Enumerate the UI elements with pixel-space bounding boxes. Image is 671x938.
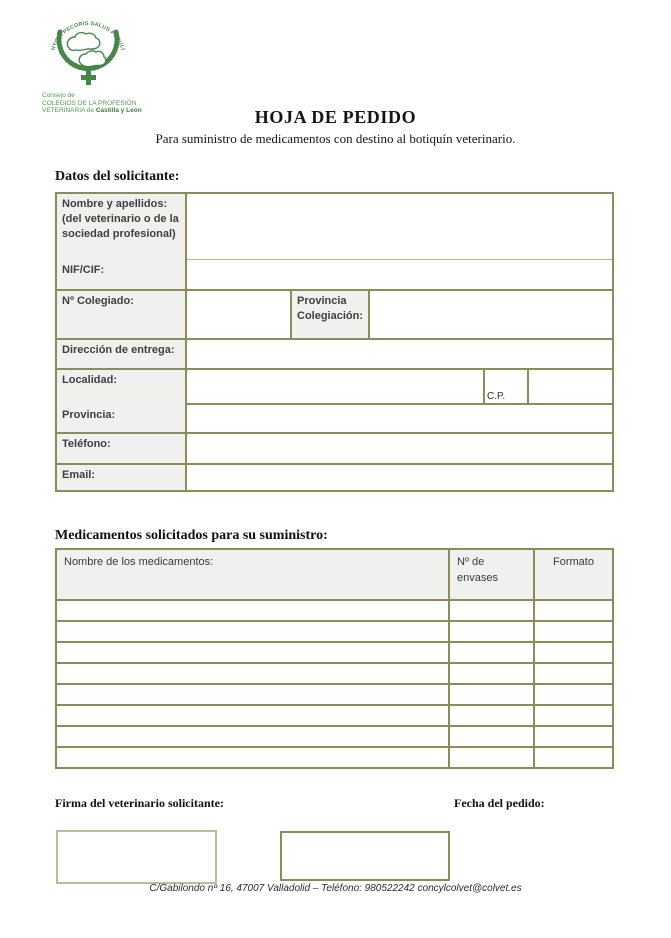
formato-cell[interactable]: [534, 726, 613, 747]
province-label: Provincia:: [62, 409, 116, 421]
logo-caption-line2: COLEGIOS DE LA PROFESIÓN: [42, 99, 137, 107]
province-input-cell[interactable]: [186, 404, 613, 433]
envases-cell[interactable]: [449, 621, 534, 642]
phone-label: Teléfono:: [56, 433, 186, 464]
sheep-icon: [79, 51, 106, 67]
logo-caption-line1: Consejo de: [42, 92, 75, 99]
formato-cell[interactable]: [534, 747, 613, 768]
medication-name-cell[interactable]: [56, 726, 449, 747]
locality-label: Localidad:: [62, 374, 118, 386]
name-label: Nombre y apellidos: (del veterinario o de la sociedad profesional): [62, 198, 179, 240]
email-input-cell[interactable]: [186, 464, 613, 491]
cross-icon: [81, 70, 96, 85]
province-college-input-cell[interactable]: [369, 290, 613, 339]
nif-input-cell[interactable]: [186, 259, 613, 290]
name-input-cell[interactable]: [186, 193, 613, 259]
envases-cell[interactable]: [449, 600, 534, 621]
delivery-address-label: Dirección de entrega:: [56, 339, 186, 369]
envases-cell[interactable]: [449, 705, 534, 726]
medication-name-cell[interactable]: [56, 684, 449, 705]
medications-table: [55, 548, 614, 769]
formato-cell[interactable]: [534, 600, 613, 621]
page-subtitle: Para suministro de medicamentos con destino al botiquín veterinario.: [155, 131, 516, 146]
footer-contact: C/Gabilondo nº 16, 47007 Valladolid – Teléfono: 980522242 concylcolvet@colvet.es: [149, 883, 522, 894]
signature-label: Firma del veterinario solicitante:: [55, 796, 224, 810]
envases-cell[interactable]: [449, 747, 534, 768]
province-college-label: Provincia Colegiación:: [291, 290, 369, 339]
medication-name-cell[interactable]: [56, 642, 449, 663]
envases-cell[interactable]: [449, 663, 534, 684]
signature-box[interactable]: [56, 830, 217, 884]
formato-cell[interactable]: [534, 663, 613, 684]
collegiate-number-input-cell[interactable]: [186, 290, 291, 339]
medication-name-cell[interactable]: [56, 600, 449, 621]
locality-input-cell[interactable]: [186, 369, 484, 404]
medication-name-cell[interactable]: [56, 705, 449, 726]
name-nif-label-cell: [56, 193, 186, 290]
medication-name-cell[interactable]: [56, 747, 449, 768]
col-header-formato: Formato: [534, 549, 613, 600]
formato-cell[interactable]: [534, 684, 613, 705]
delivery-address-input-cell[interactable]: [186, 339, 613, 369]
postal-code-label: C.P.: [484, 369, 528, 404]
col-header-num-envases: Nº de envases: [449, 549, 534, 600]
logo-caption-line3: VETERINARIA de Castilla y León: [42, 107, 142, 114]
cattle-icon: [67, 33, 99, 51]
envases-cell[interactable]: [449, 726, 534, 747]
date-box[interactable]: [280, 831, 450, 881]
applicant-table: [55, 192, 614, 492]
medications-section-heading: Medicamentos solicitados para su suministro:: [55, 528, 328, 543]
collegiate-number-label: Nº Colegiado:: [56, 290, 186, 339]
logo-motto: HYGIA PECORIS SALUS POPULI: [50, 20, 126, 52]
col-header-medication-name: Nombre de los medicamentos:: [56, 549, 449, 600]
logo: [36, 8, 168, 118]
formato-cell[interactable]: [534, 642, 613, 663]
medication-name-cell[interactable]: [56, 621, 449, 642]
formato-cell[interactable]: [534, 621, 613, 642]
date-label: Fecha del pedido:: [454, 796, 545, 810]
medication-name-cell[interactable]: [56, 663, 449, 684]
envases-cell[interactable]: [449, 684, 534, 705]
locality-province-label-cell: [56, 369, 186, 433]
applicant-section-heading: Datos del solicitante:: [55, 169, 180, 184]
nif-label: NIF/CIF:: [62, 264, 105, 276]
envases-cell[interactable]: [449, 642, 534, 663]
email-label: Email:: [56, 464, 186, 491]
postal-code-input-cell[interactable]: [528, 369, 613, 404]
phone-input-cell[interactable]: [186, 433, 613, 464]
page-title: HOJA DE PEDIDO: [254, 107, 417, 127]
formato-cell[interactable]: [534, 705, 613, 726]
